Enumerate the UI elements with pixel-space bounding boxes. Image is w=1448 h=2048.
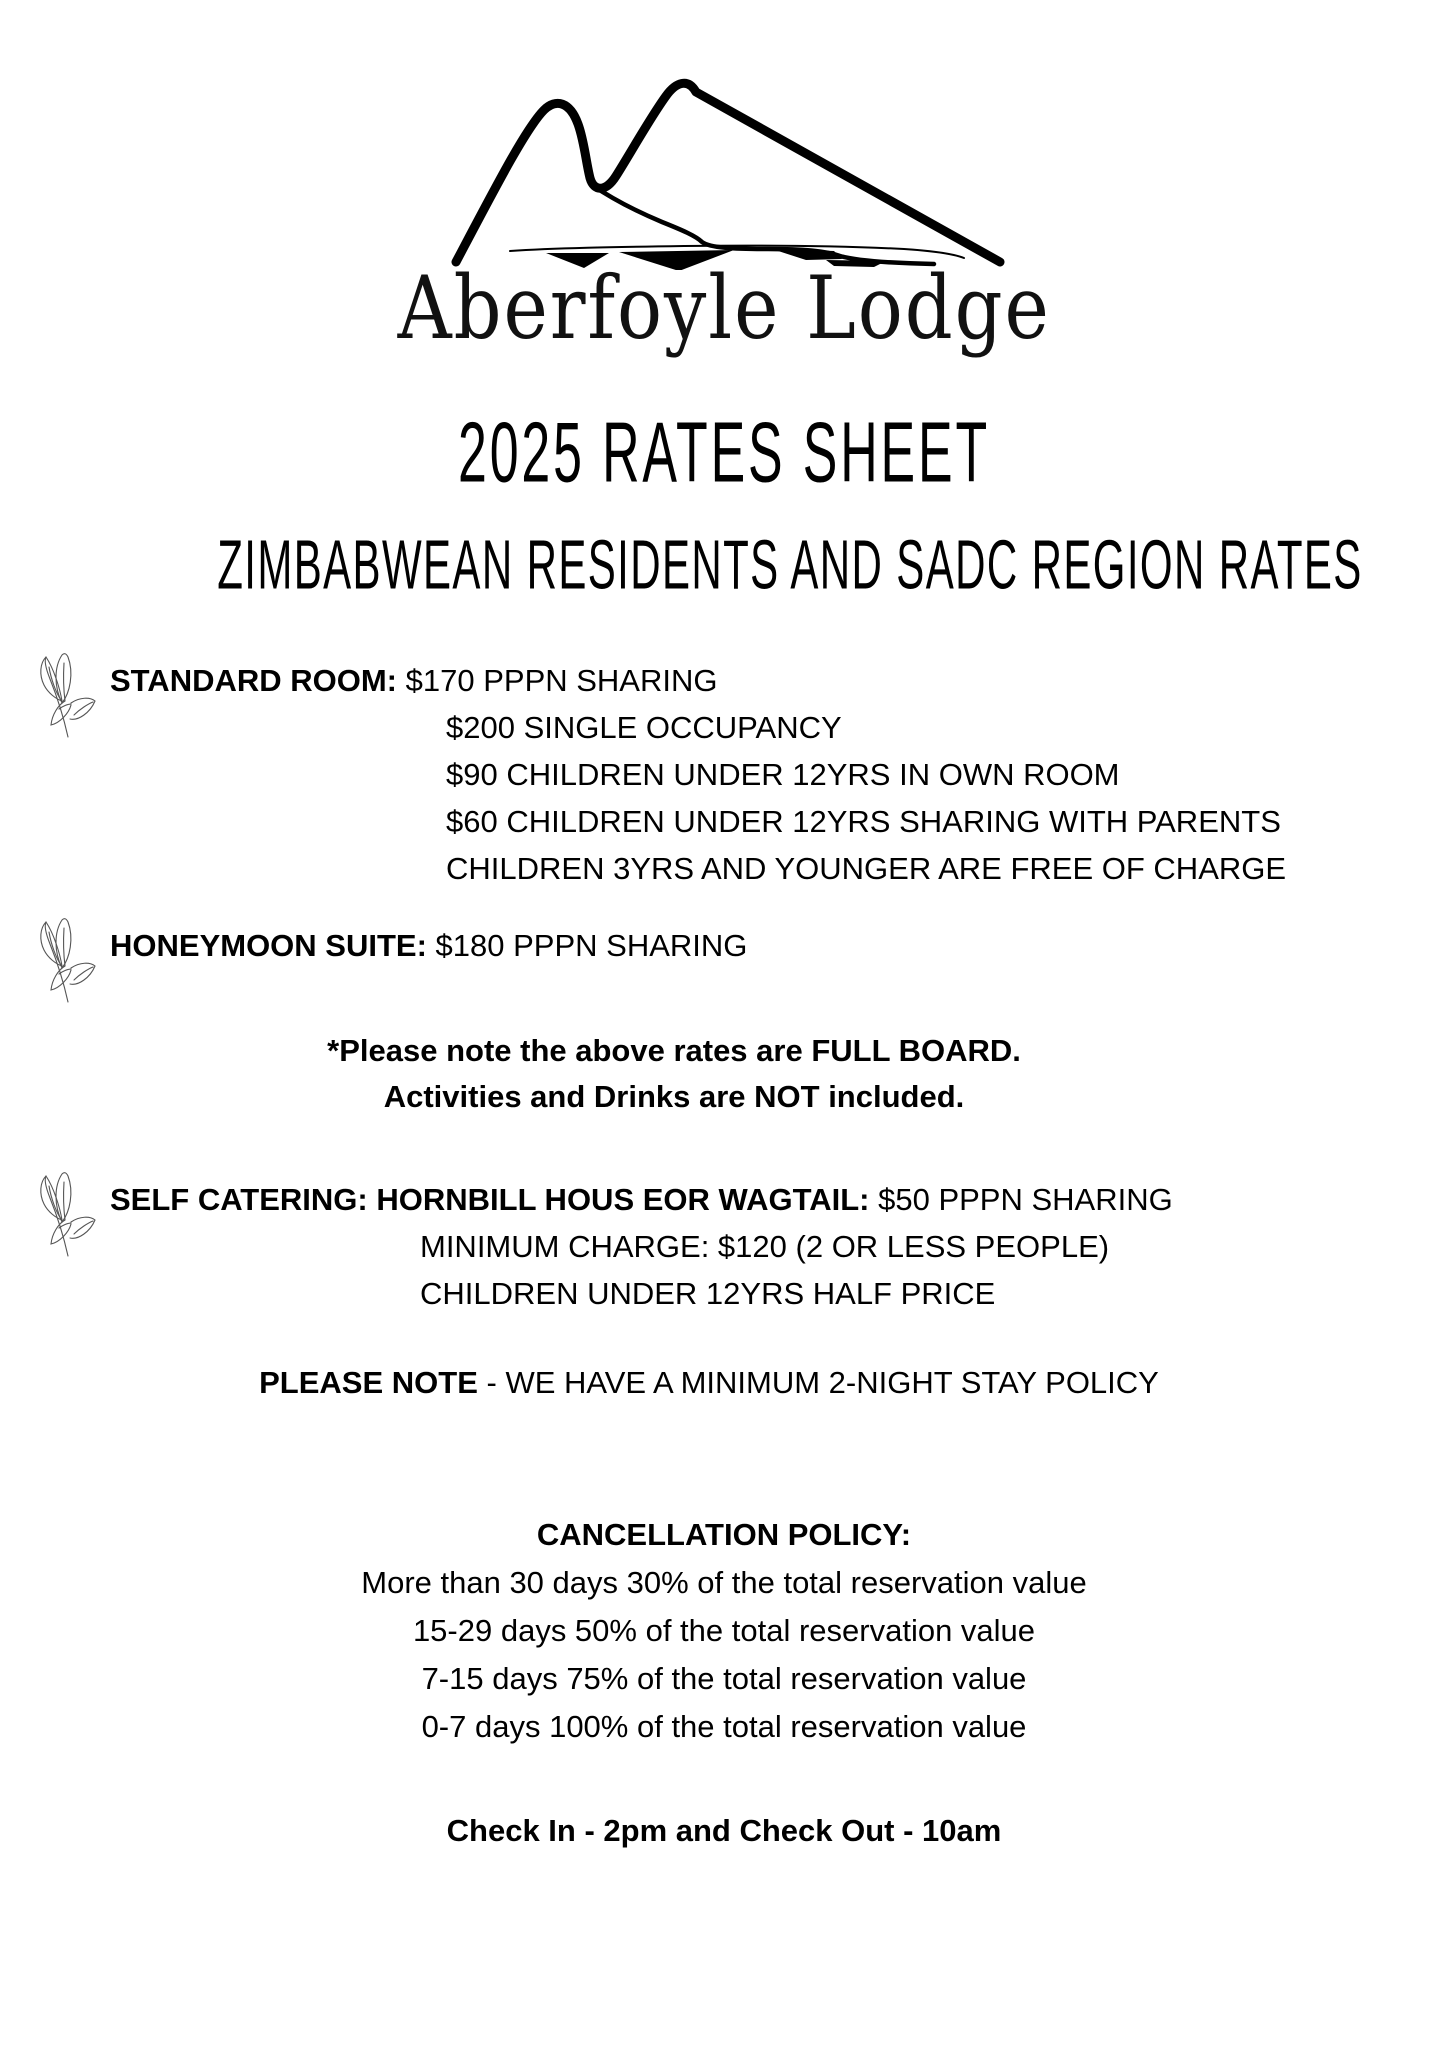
- lodge-logo: [0, 0, 1448, 360]
- self-catering-line-2: CHILDREN UNDER 12YRS HALF PRICE: [420, 1276, 996, 1311]
- honeymoon-suite-headline: [110, 922, 1410, 969]
- cancellation-policy-line-1: More than 30 days 30% of the total reservation value: [361, 1565, 1087, 1600]
- honeymoon-suite-label: HONEYMOON SUITE:: [110, 928, 427, 963]
- cancellation-policy-line-2: 15-29 days 50% of the total reservation value: [412, 1613, 1036, 1648]
- rates-body: [0, 657, 1448, 1849]
- please-note-label: PLEASE NOTE: [259, 1365, 478, 1400]
- standard-room-line-1: $200 SINGLE OCCUPANCY: [446, 710, 842, 745]
- standard-room-line-3: $60 CHILDREN UNDER 12YRS SHARING WITH PARENTS: [446, 804, 1281, 839]
- self-catering-label: SELF CATERING: HORNBILL HOUS EOR WAGTAIL:: [110, 1182, 870, 1217]
- page-title: 2025 RATES SHEET: [457, 405, 991, 501]
- standard-room-lines: [110, 657, 1410, 892]
- please-note-line: [38, 1365, 1410, 1401]
- cancellation-policy-line-3: 7-15 days 75% of the total reservation value: [421, 1661, 1027, 1696]
- honeymoon-suite-lines: [110, 922, 1410, 969]
- standard-room-headline: [110, 657, 1410, 704]
- leaf-sprig-icon: [38, 1168, 100, 1260]
- section-standard-room: [38, 657, 1410, 892]
- logo-wordmark: Aberfoyle Lodge: [397, 258, 1051, 360]
- self-catering-line-1: MINIMUM CHARGE: $120 (2 OR LESS PEOPLE): [420, 1229, 1110, 1264]
- standard-room-value: $170 PPPN SHARING: [405, 663, 718, 698]
- honeymoon-suite-value: $180 PPPN SHARING: [435, 928, 748, 963]
- standard-room-line-4: CHILDREN 3YRS AND YOUNGER ARE FREE OF CHARGE: [446, 851, 1287, 886]
- self-catering-value: $50 PPPN SHARING: [878, 1182, 1173, 1217]
- leaf-sprig-icon: [38, 649, 100, 741]
- section-self-catering: [38, 1176, 1410, 1317]
- standard-room-label: STANDARD ROOM:: [110, 663, 398, 698]
- check-in-out-line: Check In - 2pm and Check Out - 10am: [446, 1813, 1002, 1848]
- spacer: [38, 1120, 1410, 1176]
- please-note-text: - WE HAVE A MINIMUM 2-NIGHT STAY POLICY: [477, 1365, 1159, 1400]
- full-board-note: [38, 1028, 1410, 1120]
- cancellation-policy-line-4: 0-7 days 100% of the total reservation value: [421, 1709, 1027, 1744]
- cancellation-policy: [38, 1511, 1410, 1751]
- full-board-note-line-1: *Please note the above rates are FULL BOARD.: [327, 1033, 1021, 1068]
- page-subtitle: ZIMBABWEAN RESIDENTS AND SADC REGION RATES: [217, 525, 1363, 604]
- section-honeymoon-suite: [38, 922, 1410, 1006]
- leaf-sprig-icon: [38, 914, 100, 1006]
- full-board-note-line-2: Activities and Drinks are NOT included.: [383, 1079, 965, 1114]
- self-catering-lines: [110, 1176, 1410, 1317]
- self-catering-headline: [110, 1176, 1410, 1223]
- cancellation-policy-heading: CANCELLATION POLICY:: [536, 1517, 912, 1552]
- standard-room-line-2: $90 CHILDREN UNDER 12YRS IN OWN ROOM: [446, 757, 1120, 792]
- mountain-range-logo-icon: [434, 40, 1014, 270]
- spacer: [38, 892, 1410, 922]
